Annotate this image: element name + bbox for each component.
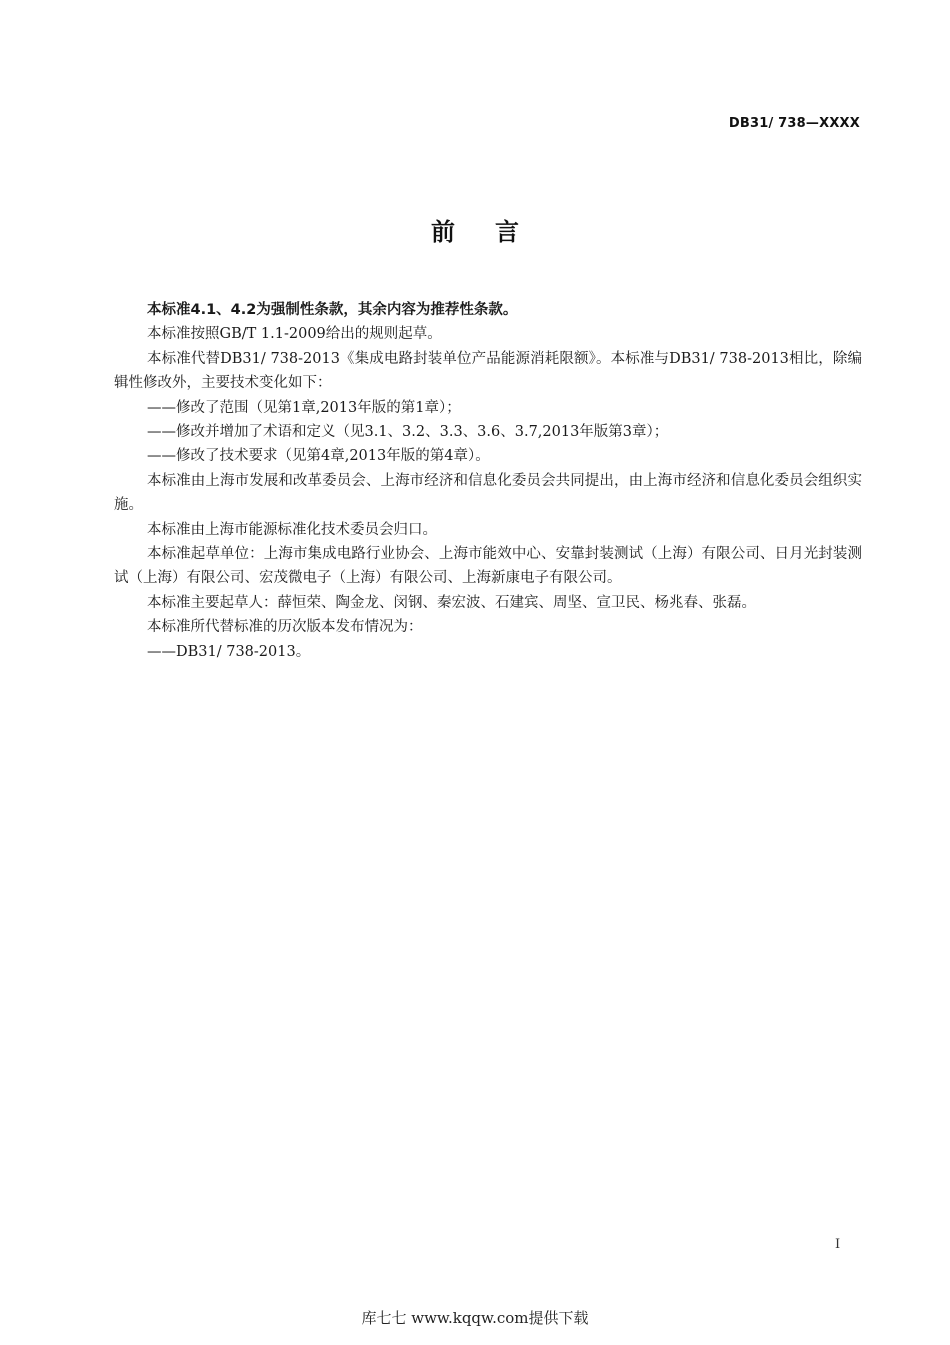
page-number: I <box>835 1237 841 1252</box>
change-item-terms: ——修改并增加了术语和定义（见3.1、3.2、3.3、3.6、3.7,2013年版第3章）； <box>147 424 669 441</box>
paragraph-drafters: 本标准主要起草人：薛恒荣、陶金龙、闵钢、秦宏波、石建宾、周坚、宣卫民、杨兆春、张磊。 <box>147 594 756 611</box>
paragraph-mandatory-clauses: 本标准4.1、4.2为强制性条款，其余内容为推荐性条款。 <box>147 302 518 318</box>
paragraph-under-jurisdiction: 本标准由上海市能源标准化技术委员会归口。 <box>147 521 437 538</box>
document-code: DB31/ 738—XXXX <box>728 116 860 131</box>
paragraph-drafting-rules: 本标准按照GB/T 1.1-2009给出的规则起草。 <box>147 326 442 343</box>
previous-edition-item: ——DB31/ 738-2013。 <box>147 643 311 660</box>
paragraph-replaces: 本标准代替DB31/ 738-2013《集成电路封装单位产品能源消耗限额》。本标准与DB31/ 738-2013相比，除编辑性修改外，主要技术变化如下： <box>114 350 862 392</box>
change-item-requirements: ——修改了技术要求（见第4章,2013年版的第4章）。 <box>147 448 490 465</box>
page-title: 前言 <box>431 218 559 246</box>
paragraph-previous-editions: 本标准所代替标准的历次版本发布情况为： <box>147 619 423 636</box>
download-footer: 库七七 www.kqqw.com提供下载 <box>361 1309 589 1327</box>
paragraph-proposed-by: 本标准由上海市发展和改革委员会、上海市经济和信息化委员会共同提出，由上海市经济和信息化委员会组织实施。 <box>114 472 862 514</box>
paragraph-drafting-organizations: 本标准起草单位：上海市集成电路行业协会、上海市能效中心、安靠封装测试（上海）有限公司、日月光封装测试（上海）有限公司、宏茂微电子（上海）有限公司、上海新康电子有限公司。 <box>114 546 862 587</box>
foreword-body <box>114 298 862 664</box>
change-item-scope: ——修改了范围（见第1章,2013年版的第1章）； <box>147 399 461 416</box>
